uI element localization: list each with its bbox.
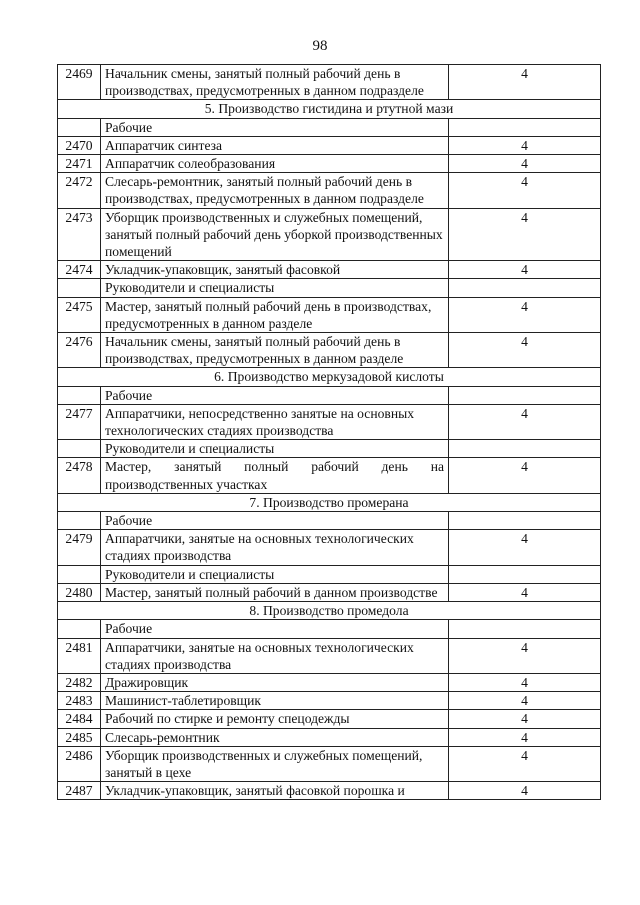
- value-cell: 4: [449, 65, 601, 100]
- row-number: 2482: [58, 673, 101, 691]
- table-row: [58, 710, 601, 728]
- profession-name: Аппаратчики, непосредственно занятые на основных технологических стадиях производства: [101, 404, 449, 439]
- table-row: [58, 261, 601, 279]
- section-row: [58, 100, 601, 118]
- profession-name: Аппаратчик солеобразования: [101, 155, 449, 173]
- profession-table: [57, 64, 601, 800]
- row-number: 2471: [58, 155, 101, 173]
- value-cell: 4: [449, 710, 601, 728]
- profession-name: Мастер, занятый полный рабочий день в производствах, предусмотренных в данном разделе: [101, 297, 449, 332]
- value-cell: 4: [449, 673, 601, 691]
- empty-num-cell: [58, 565, 101, 583]
- group-label: Рабочие: [101, 118, 449, 136]
- table-row: [58, 583, 601, 601]
- value-cell: 4: [449, 173, 601, 208]
- value-cell: 4: [449, 155, 601, 173]
- table-row: [58, 530, 601, 565]
- empty-value-cell: [449, 118, 601, 136]
- value-cell: 4: [449, 261, 601, 279]
- table-row: [58, 136, 601, 154]
- empty-num-cell: [58, 620, 101, 638]
- profession-name: Машинист-таблетировщик: [101, 692, 449, 710]
- table-row: [58, 333, 601, 368]
- profession-name-line: Мастер, занятый полный рабочий день на: [105, 459, 444, 475]
- profession-name: Рабочий по стирке и ремонту спецодежды: [101, 710, 449, 728]
- table-row: [58, 173, 601, 208]
- group-row: [58, 440, 601, 458]
- table-row: [58, 297, 601, 332]
- value-cell: 4: [449, 728, 601, 746]
- value-cell: 4: [449, 746, 601, 781]
- value-cell: 4: [449, 638, 601, 673]
- empty-num-cell: [58, 279, 101, 297]
- profession-name: Аппаратчик синтеза: [101, 136, 449, 154]
- row-number: 2486: [58, 746, 101, 781]
- group-label: Рабочие: [101, 512, 449, 530]
- value-cell: 4: [449, 458, 601, 493]
- value-cell: 4: [449, 583, 601, 601]
- empty-value-cell: [449, 565, 601, 583]
- table-row: [58, 728, 601, 746]
- value-cell: 4: [449, 782, 601, 800]
- empty-num-cell: [58, 386, 101, 404]
- table-row: [58, 746, 601, 781]
- profession-name: Уборщик производственных и служебных помещений, занятый в цехе: [101, 746, 449, 781]
- profession-name: Мастер, занятый полный рабочий в данном производстве: [101, 583, 449, 601]
- empty-num-cell: [58, 440, 101, 458]
- table-row: [58, 692, 601, 710]
- row-number: 2483: [58, 692, 101, 710]
- row-number: 2479: [58, 530, 101, 565]
- profession-name: Укладчик-упаковщик, занятый фасовкой: [101, 261, 449, 279]
- empty-value-cell: [449, 620, 601, 638]
- row-number: 2472: [58, 173, 101, 208]
- section-title: 6. Производство меркузадовой кислоты: [58, 368, 601, 386]
- row-number: 2473: [58, 208, 101, 261]
- group-row: [58, 118, 601, 136]
- row-number: 2481: [58, 638, 101, 673]
- section-row: [58, 602, 601, 620]
- profession-name: Слесарь-ремонтник: [101, 728, 449, 746]
- row-number: 2474: [58, 261, 101, 279]
- row-number: 2485: [58, 728, 101, 746]
- value-cell: 4: [449, 692, 601, 710]
- empty-num-cell: [58, 512, 101, 530]
- group-row: [58, 620, 601, 638]
- profession-name: Начальник смены, занятый полный рабочий день в производствах, предусмотренных в данном разделе: [101, 333, 449, 368]
- profession-name: Аппаратчики, занятые на основных технологических стадиях производства: [101, 530, 449, 565]
- row-number: 2477: [58, 404, 101, 439]
- empty-value-cell: [449, 440, 601, 458]
- row-number: 2475: [58, 297, 101, 332]
- section-title: 7. Производство промерана: [58, 493, 601, 511]
- group-label: Руководители и специалисты: [101, 279, 449, 297]
- value-cell: 4: [449, 297, 601, 332]
- table-row: [58, 208, 601, 261]
- empty-value-cell: [449, 386, 601, 404]
- value-cell: 4: [449, 530, 601, 565]
- profession-name: Начальник смены, занятый полный рабочий день в производствах, предусмотренных в данном подразделе: [101, 65, 449, 100]
- section-title: 8. Производство промедола: [58, 602, 601, 620]
- table-row: [58, 404, 601, 439]
- profession-name: Слесарь-ремонтник, занятый полный рабочий день в производствах, предусмотренных в данном подразделе: [101, 173, 449, 208]
- section-title: 5. Производство гистидина и ртутной мази: [58, 100, 601, 118]
- row-number: 2480: [58, 583, 101, 601]
- group-row: [58, 565, 601, 583]
- value-cell: 4: [449, 136, 601, 154]
- row-number: 2470: [58, 136, 101, 154]
- profession-name: Дражировщик: [101, 673, 449, 691]
- group-label: Руководители и специалисты: [101, 440, 449, 458]
- table-row: [58, 782, 601, 800]
- section-row: [58, 368, 601, 386]
- table-row: [58, 155, 601, 173]
- table-row: [58, 458, 601, 493]
- row-number: 2469: [58, 65, 101, 100]
- empty-value-cell: [449, 512, 601, 530]
- value-cell: 4: [449, 404, 601, 439]
- empty-num-cell: [58, 118, 101, 136]
- profession-name: Аппаратчики, занятые на основных технологических стадиях производства: [101, 638, 449, 673]
- value-cell: 4: [449, 333, 601, 368]
- row-number: 2484: [58, 710, 101, 728]
- group-label: Рабочие: [101, 620, 449, 638]
- row-number: 2487: [58, 782, 101, 800]
- row-number: 2476: [58, 333, 101, 368]
- profession-name: Укладчик-упаковщик, занятый фасовкой порошка и: [101, 782, 449, 800]
- page-number: 98: [312, 38, 328, 54]
- row-number: 2478: [58, 458, 101, 493]
- table-row: [58, 65, 601, 100]
- profession-name-line: производственных участках: [105, 476, 268, 492]
- profession-name: Уборщик производственных и служебных помещений, занятый полный рабочий день уборкой производственных помещений: [101, 208, 449, 261]
- group-label: Рабочие: [101, 386, 449, 404]
- group-row: [58, 512, 601, 530]
- value-cell: 4: [449, 208, 601, 261]
- section-row: [58, 493, 601, 511]
- profession-name: [101, 458, 449, 493]
- table-row: [58, 673, 601, 691]
- group-label: Руководители и специалисты: [101, 565, 449, 583]
- empty-value-cell: [449, 279, 601, 297]
- group-row: [58, 386, 601, 404]
- group-row: [58, 279, 601, 297]
- table-row: [58, 638, 601, 673]
